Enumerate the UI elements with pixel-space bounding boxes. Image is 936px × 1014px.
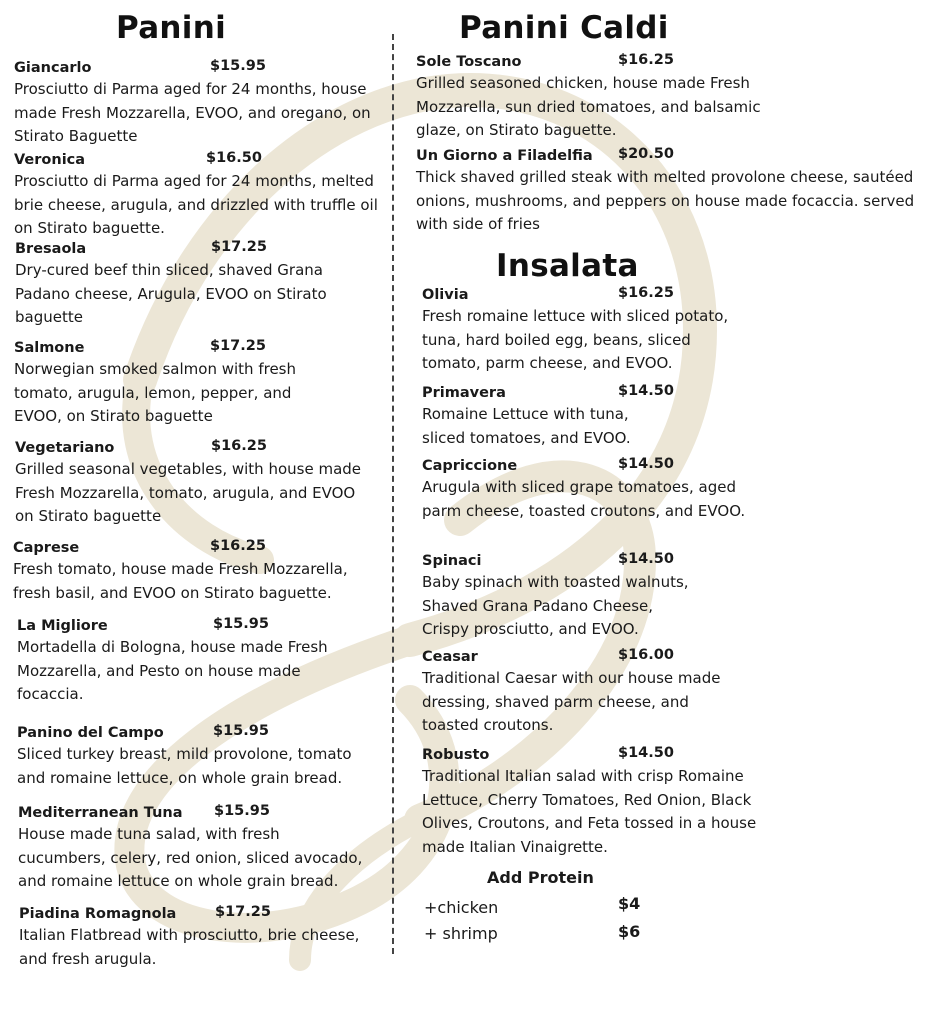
item-description: Italian Flatbread with prosciutto, brie cheese, and fresh arugula. <box>19 926 360 968</box>
item-name: Bresaola <box>15 241 87 257</box>
item-price: $15.95 <box>214 803 270 819</box>
item-description: Thick shaved grilled steak with melted provolone cheese, sautéed onions, mushrooms, and peppers on house made focaccia. served with side of fries <box>416 168 915 233</box>
item-description: House made tuna salad, with fresh cucumbers, celery, red onion, sliced avocado, and romaine lettuce on whole grain bread. <box>18 825 363 890</box>
item-name: La Migliore <box>17 618 108 634</box>
item-name: Olivia <box>422 287 469 303</box>
item-description: Baby spinach with toasted walnuts, Shaved Grana Padano Cheese, Crispy prosciutto, and EVOO. <box>422 573 689 638</box>
item-name: Ceasar <box>422 649 478 665</box>
item-description: Traditional Caesar with our house made dressing, shaved parm cheese, and toasted croutons. <box>422 669 721 734</box>
item-description: Grilled seasonal vegetables, with house made Fresh Mozzarella, tomato, arugula, and EVOO on Stirato baguette <box>15 460 362 525</box>
item-description: Prosciutto di Parma aged for 24 months, house made Fresh Mozzarella, EVOO, and oregano, on Stirato Baguette <box>14 80 371 145</box>
item-price: $14.50 <box>618 456 674 472</box>
item-price: $20.50 <box>618 146 674 162</box>
item-description: Grilled seasoned chicken, house made Fresh Mozzarella, sun dried tomatoes, and balsamic glaze, on Stirato baguette. <box>416 74 761 139</box>
item-price: $14.50 <box>618 745 674 761</box>
menu-item-panino-del-campo <box>17 725 377 791</box>
menu-item-spinaci <box>422 553 752 641</box>
insalata-title: Insalata <box>496 248 639 284</box>
item-description: Fresh tomato, house made Fresh Mozzarella, fresh basil, and EVOO on Stirato baguette. <box>13 560 348 602</box>
addon-chicken-price: $4 <box>618 894 641 913</box>
item-price: $16.25 <box>618 52 674 68</box>
item-description: Arugula with sliced grape tomatoes, aged parm cheese, toasted croutons, and EVOO. <box>422 478 746 520</box>
item-price: $16.25 <box>618 285 674 301</box>
item-name: Salmone <box>14 340 85 356</box>
item-description: Traditional Italian salad with crisp Romaine Lettuce, Cherry Tomatoes, Red Onion, Black Olives, Croutons, and Feta tossed in a house made Italian Vinaigrette. <box>422 767 757 856</box>
item-price: $15.95 <box>213 723 269 739</box>
item-price: $14.50 <box>618 551 674 567</box>
panini-title: Panini <box>116 10 226 46</box>
menu-item-salmone <box>14 340 314 428</box>
menu-item-capriccione <box>422 458 752 546</box>
item-name: Un Giorno a Filadelfia <box>416 148 593 164</box>
menu-item-piadina-romagnola <box>19 906 387 972</box>
item-name: Robusto <box>422 747 490 763</box>
item-price: $17.25 <box>211 239 267 255</box>
item-name: Spinaci <box>422 553 482 569</box>
addon-shrimp-price: $6 <box>618 922 641 941</box>
menu-item-bresaola <box>15 241 355 329</box>
item-name: Giancarlo <box>14 60 92 76</box>
item-price: $16.25 <box>211 438 267 454</box>
menu-item-vegetariano <box>15 440 375 528</box>
item-name: Primavera <box>422 385 506 401</box>
menu-item-giancarlo <box>14 60 386 148</box>
item-price: $17.25 <box>215 904 271 920</box>
menu-item-veronica <box>14 152 386 240</box>
item-price: $15.95 <box>213 616 269 632</box>
item-name: Sole Toscano <box>416 54 522 70</box>
item-name: Mediterranean Tuna <box>18 805 183 821</box>
item-name: Caprese <box>13 540 80 556</box>
item-name: Panino del Campo <box>17 725 164 741</box>
item-price: $16.25 <box>210 538 266 554</box>
item-name: Veronica <box>14 152 86 168</box>
item-description: Dry-cured beef thin sliced, shaved Grana Padano cheese, Arugula, EVOO on Stirato baguette <box>15 261 327 326</box>
item-name: Capriccione <box>422 458 518 474</box>
menu-item-robusto <box>422 747 762 859</box>
item-price: $15.95 <box>210 58 266 74</box>
item-price: $14.50 <box>618 383 674 399</box>
item-description: Romaine Lettuce with tuna, sliced tomatoes, and EVOO. <box>422 405 631 447</box>
menu-item-sole-toscano <box>416 54 768 144</box>
item-name: Piadina Romagnola <box>19 906 177 922</box>
item-description: Fresh romaine lettuce with sliced potato, tuna, hard boiled egg, beans, sliced tomato, parm cheese, and EVOO. <box>422 307 729 372</box>
item-description: Prosciutto di Parma aged for 24 months, melted brie cheese, arugula, and drizzled with truffle oil on Stirato baguette. <box>14 172 378 237</box>
addon-shrimp: + shrimp <box>424 924 498 943</box>
item-name: Vegetariano <box>15 440 115 456</box>
add-protein-title: Add Protein <box>487 868 594 887</box>
item-description: Sliced turkey breast, mild provolone, tomato and romaine lettuce, on whole grain bread. <box>17 745 352 787</box>
menu-item-mediterranean-tuna <box>18 805 386 895</box>
menu-item-un-giorno-a-filadelfia <box>416 146 915 238</box>
menu-item-primavera <box>422 385 752 451</box>
item-price: $16.00 <box>618 647 674 663</box>
menu-item-la-migliore <box>17 618 385 706</box>
panini-caldi-title: Panini Caldi <box>459 10 669 46</box>
item-price: $17.25 <box>210 338 266 354</box>
column-divider <box>392 34 394 954</box>
item-description: Norwegian smoked salmon with fresh tomato, arugula, lemon, pepper, and EVOO, on Stirato baguette <box>14 360 296 425</box>
menu-item-caprese <box>13 540 385 606</box>
menu-item-olivia <box>422 287 752 375</box>
item-price: $16.50 <box>206 150 262 166</box>
item-description: Mortadella di Bologna, house made Fresh Mozzarella, and Pesto on house made focaccia. <box>17 638 328 703</box>
addon-chicken: +chicken <box>424 898 499 917</box>
menu-item-ceasar <box>422 649 752 737</box>
